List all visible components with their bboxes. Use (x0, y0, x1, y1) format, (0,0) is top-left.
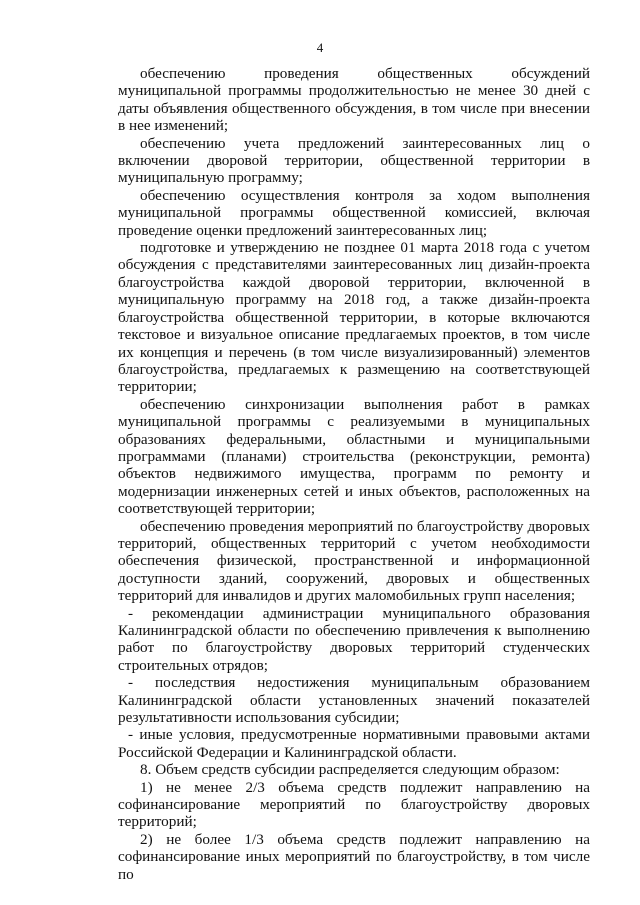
paragraph-item-1: 1) не менее 2/3 объема средств подлежит направлению на софинансирование мероприятий по благоустройству дворовых территорий; (118, 778, 590, 831)
paragraph-student-teams: - рекомендации администрации муниципального образования Калининградской области по обеспечению привлечения к выполнению работ по благоустройству дворовых территорий студенческих строительных отрядов; (118, 604, 590, 674)
paragraph-item-2: 2) не более 1/3 объема средств подлежит направлению на софинансирование иных мероприятий по благоустройству, в том числе по (118, 830, 590, 883)
paragraph-design-project: подготовке и утверждению не позднее 01 марта 2018 года с учетом обсуждения с представителями заинтересованных лиц дизайн-проекта благоустройства каждой дворовой территории, включенной в муниципальную программу на 2018 год, а также дизайн-проекта благоустройства общественной территории, в которые включаются текстовое и визуальное описание предлагаемых проектов, в том числе их концепция и перечень (в том числе визуализированный) элементов благоустройства, предлагаемых к размещению на соответствующей территории; (118, 239, 590, 396)
paragraph-section-8: 8. Объем средств субсидии распределяется следующим образом: (140, 761, 560, 779)
paragraph-proposals-accounting: обеспечению учета предложений заинтересованных лиц о включении дворовой территории, общественной территории в муниципальную программу; (118, 134, 590, 187)
paragraph-accessibility: обеспечению проведения мероприятий по благоустройству дворовых территорий, общественных территорий с учетом необходимости обеспечения физической, пространственной и информационной доступности зданий, сооружений, дворовых и общественных территорий для инвалидов и других маломобильных групп населения; (118, 517, 590, 605)
paragraph-control: обеспечению осуществления контроля за ходом выполнения муниципальной программы общественной комиссией, включая проведение оценки предложений заинтересованных лиц; (118, 186, 590, 239)
paragraph-consequences: - последствия недостижения муниципальным образованием Калининградской области установленных значений показателей результативности использования субсидии; (118, 674, 590, 727)
paragraph-other-conditions: - иные условия, предусмотренные нормативными правовыми актами Российской Федерации и Калининградской области. (118, 726, 590, 761)
document-body (118, 65, 590, 883)
paragraph-synchronization: обеспечению синхронизации выполнения работ в рамках муниципальной программы с реализуемыми в муниципальных образованиях федеральными, областными и муниципальными программами (планами) строительства (реконструкции, ремонта) объектов недвижимого имущества, программ по ремонту и модернизации инженерных сетей и иных объектов, расположенных на соответствующей территории; (118, 395, 590, 518)
paragraph-public-discussion: обеспечению проведения общественных обсуждений муниципальной программы продолжительностью не менее 30 дней с даты объявления общественного обсуждения, в том числе при внесении в нее изменений; (118, 65, 590, 135)
page-number: 4 (316, 40, 324, 55)
